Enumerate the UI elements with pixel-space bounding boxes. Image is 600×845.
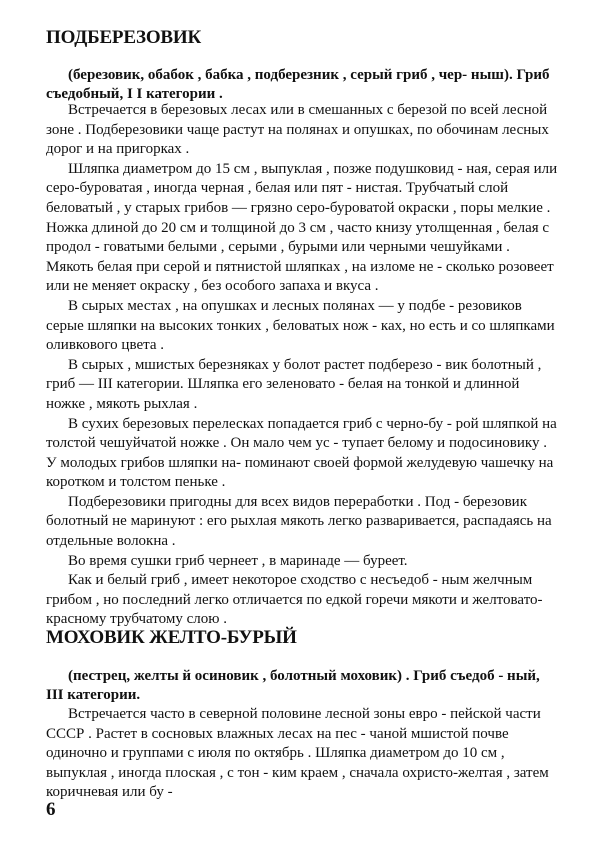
section-subtitle-podberezovik: (березовик, обабок , бабка , подберезник , серый гриб , чер- ныш). Гриб съедобный, I I категории . [46, 67, 550, 102]
section-title-mokhovik: МОХОВИК ЖЕЛТО-БУРЫЙ [46, 627, 297, 648]
section-title-podberezovik: ПОДБЕРЕЗОВИК [46, 27, 202, 48]
paragraph: Шляпка диаметром до 15 см , выпуклая , позже подушковид - ная, серая или серо-буроватая , иногда черная , белая или пят - нистая. Трубчатый слой беловатый , у старых грибов — грязно серо-буроватой окраски , поры мелкие . Ножка длиной до 20 см и толщиной до 3 см , часто книзу утолщенная , белая с продол - говатыми белыми , серыми , бурыми или черными чешуйками . Мякоть белая при серой и пятнистой шляпках , на изломе не - сколько розовеет или не меняет окраску , без особого запаха и вкуса . [46, 160, 558, 295]
paragraph: Встречается часто в северной половине лесной зоны евро - пейской части СССР . Растет в сосновых влажных лесах на пес - чаной мшистой почве одиночно и группами с июля по октябрь . Шляпка диаметром до 10 см , выпуклая , иногда плоская , с тон - ким краем , сначала охристо-желтая , затем коричневая или бу - [46, 706, 549, 801]
paragraph: Во время сушки гриб чернеет , в маринаде — буреет. [68, 552, 408, 569]
section-body-podberezovik [46, 101, 559, 630]
paragraph: Подберезовики пригодны для всех видов переработки . Под - березовик болотный не маринуют : его рыхлая мякоть легко разваривается, распадаясь на отдельные волокна . [46, 493, 552, 550]
section-body-mokhovik [46, 705, 559, 803]
paragraph: Встречается в березовых лесах или в смешанных с березой по всей лесной зоне . Подберезовики чаще растут на полянах и опушках, по обочинам лесных дорог и на пригорках . [46, 102, 549, 158]
section-subtitle-mokhovik: (пестрец, желты й осиновик , болотный моховик) . Гриб съедоб - ный, III категории. [46, 668, 540, 703]
paragraph: В сырых местах , на опушках и лесных полянах — у подбе - резовиков серые шляпки на высоких тонких , беловатых нож - ках, но есть и со шляпками оливкового цвета . [46, 297, 555, 354]
paragraph: В сырых , мшистых березняках у болот растет подберезо - вик болотный , гриб — III категории. Шляпка его зеленовато - белая на тонкой и длинной ножке , мякоть рыхлая . [46, 356, 542, 412]
page-number: 6 [46, 799, 56, 820]
paragraph: В сухих березовых перелесках попадается гриб с черно-бу - рой шляпкой на толстой чешуйчатой ножке . Он мало чем ус - тупает белому и подосиновику . У молодых грибов шляпки на- поминают своей формой желудевую чашечку на коротком и толстом пеньке . [46, 415, 557, 491]
paragraph: Как и белый гриб , имеет некоторое сходство с несъедоб - ным желчным грибом , но последний легко отличается по едкой горечи мякоти и желтовато-красному трубчатому слою . [46, 572, 543, 628]
